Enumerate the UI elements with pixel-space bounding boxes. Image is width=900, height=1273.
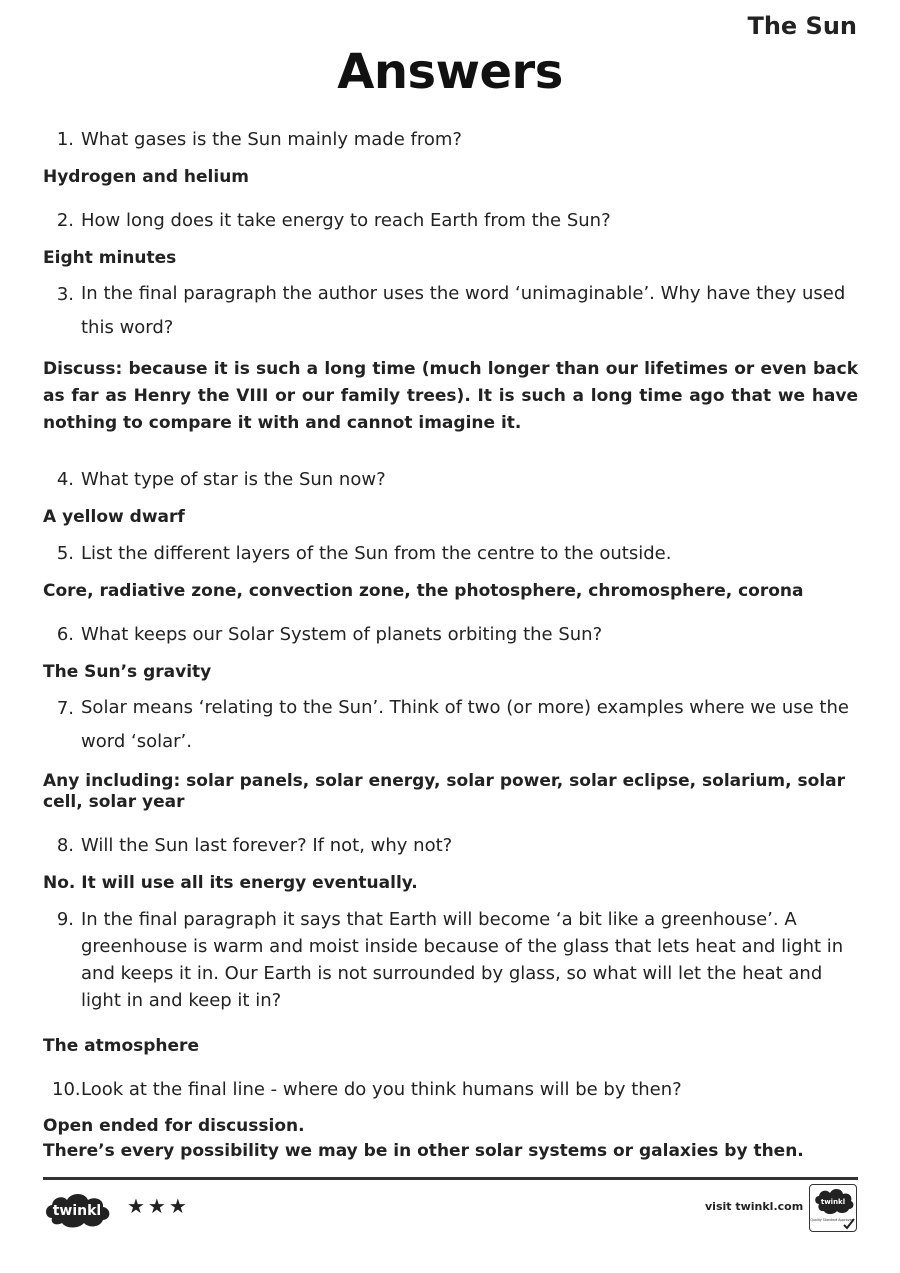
answer-10-line-2: There’s every possibility we may be in other solar systems or galaxies by then. bbox=[43, 1141, 804, 1161]
question-number: 3. bbox=[56, 284, 74, 305]
question-2 bbox=[52, 207, 857, 234]
quality-badge bbox=[809, 1184, 857, 1232]
question-number: 6. bbox=[56, 624, 74, 645]
page-title: Answers bbox=[337, 44, 563, 100]
topic-label: The Sun bbox=[747, 12, 857, 40]
answer-9: The atmosphere bbox=[43, 1036, 199, 1056]
question-4 bbox=[52, 466, 857, 493]
answer-5: Core, radiative zone, convection zone, the photosphere, chromosphere, corona bbox=[43, 581, 804, 601]
question-9 bbox=[52, 906, 857, 1014]
question-3 bbox=[52, 277, 857, 345]
answer-4: A yellow dwarf bbox=[43, 507, 185, 527]
question-7 bbox=[52, 691, 857, 759]
question-text: In the final paragraph the author uses the word ‘unimaginable’. Why have they used this word? bbox=[81, 283, 846, 338]
question-text: Look at the final line - where do you think humans will be by then? bbox=[81, 1079, 682, 1100]
answer-2: Eight minutes bbox=[43, 248, 177, 268]
question-number: 1. bbox=[56, 129, 74, 150]
question-text: Will the Sun last forever? If not, why not? bbox=[81, 835, 453, 856]
answer-6: The Sun’s gravity bbox=[43, 662, 212, 682]
badge-logo-text: twinkl bbox=[820, 1198, 846, 1206]
question-text: What type of star is the Sun now? bbox=[81, 469, 386, 490]
difficulty-stars: ★★★ bbox=[127, 1194, 190, 1218]
twinkl-logo-text: twinkl bbox=[52, 1203, 102, 1219]
question-text: What keeps our Solar System of planets orbiting the Sun? bbox=[81, 624, 603, 645]
question-1 bbox=[52, 126, 857, 153]
answer-8: No. It will use all its energy eventually. bbox=[43, 873, 418, 893]
twinkl-logo bbox=[42, 1188, 114, 1230]
answer-1: Hydrogen and helium bbox=[43, 167, 250, 187]
question-8 bbox=[52, 832, 857, 859]
question-text: How long does it take energy to reach Earth from the Sun? bbox=[81, 210, 611, 231]
question-text: In the final paragraph it says that Earth will become ‘a bit like a greenhouse’. A greenhouse is warm and moist inside because of the glass that lets heat and light in and keeps it in. Our Earth is not surrounded by glass, so what will let the heat and light in and keep it in? bbox=[81, 909, 844, 1011]
footer-divider bbox=[43, 1177, 858, 1180]
visit-link[interactable]: visit twinkl.com bbox=[705, 1200, 804, 1213]
question-text: Solar means ‘relating to the Sun’. Think of two (or more) examples where we use the word ‘solar’. bbox=[81, 697, 849, 752]
badge-text: Quality Standard Approved bbox=[810, 1218, 854, 1222]
question-number: 2. bbox=[56, 210, 74, 231]
question-number: 5. bbox=[56, 543, 74, 564]
answer-3: Discuss: because it is such a long time (much longer than our lifetimes or even back as far as Henry the VIII or our family trees). It is such a long time ago that we have nothing to compare it with and cannot imagine it. bbox=[43, 359, 858, 433]
quality-badge-icon bbox=[810, 1185, 856, 1231]
answer-10-line-1: Open ended for discussion. bbox=[43, 1116, 305, 1136]
question-number: 4. bbox=[56, 469, 74, 490]
answer-7: Any including: solar panels, solar energy, solar power, solar eclipse, solarium, solar cell, solar year bbox=[43, 771, 846, 812]
question-number: 7. bbox=[56, 698, 74, 719]
question-text: List the different layers of the Sun from the centre to the outside. bbox=[81, 543, 672, 564]
question-5 bbox=[52, 540, 857, 567]
answer-10 bbox=[43, 1114, 858, 1164]
question-6 bbox=[52, 621, 857, 648]
question-number: 8. bbox=[56, 835, 74, 856]
question-10 bbox=[52, 1076, 857, 1103]
question-text: What gases is the Sun mainly made from? bbox=[81, 129, 462, 150]
question-number: 10. bbox=[52, 1079, 81, 1100]
question-number: 9. bbox=[56, 909, 74, 930]
